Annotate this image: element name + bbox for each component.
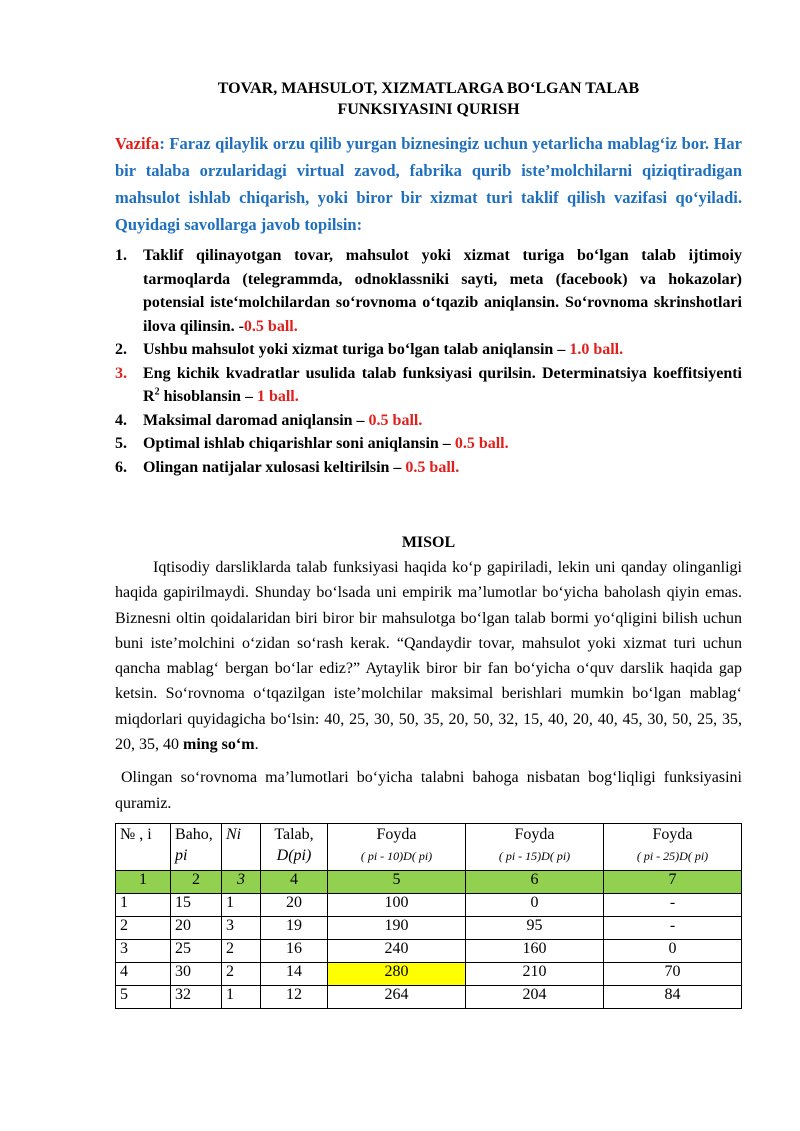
table-cell: 1 — [222, 893, 261, 916]
item-text: Maksimal daromad aniqlansin – — [143, 411, 369, 429]
list-item — [115, 456, 742, 480]
table-cell: 3 — [222, 870, 261, 893]
table-cell: 5 — [328, 870, 466, 893]
currency-unit: ming so‘m — [183, 736, 255, 754]
col-header-profit-10: Foyda ( pi - 10)D( pi) — [328, 823, 466, 870]
table-cell: 264 — [328, 985, 466, 1008]
document-page — [115, 78, 742, 1009]
table-cell-highlighted: 280 — [328, 962, 466, 985]
table-cell: 4 — [261, 870, 328, 893]
table-cell: 2 — [222, 939, 261, 962]
item-score: 0.5 ball. — [368, 411, 423, 429]
col-header-profit-25: Foyda ( pi - 25)D( pi) — [604, 823, 742, 870]
table-cell: 32 — [171, 985, 222, 1008]
task-text: : Faraz qilaylik orzu qilib yurgan biznesingiz uchun yetarlicha mablag‘iz bor. Har bir talaba orzularidagi virtual zavod, fabrika qurib iste’molchilarni qiziqtiradigan mahsulot ishlab chiqarish, yoki biror bir xizmat turi taklif qilish vazifasi qo‘yiladi. Quyidagi savollarga javob topilsin: — [115, 134, 742, 234]
table-cell: 160 — [466, 939, 604, 962]
table-index-row — [116, 870, 742, 893]
data-table — [115, 823, 742, 1009]
table-cell: 0 — [466, 893, 604, 916]
table-cell: 25 — [171, 939, 222, 962]
table-cell: 12 — [261, 985, 328, 1008]
item-score: 1 ball. — [256, 388, 299, 405]
item-number: 4. — [115, 411, 127, 429]
table-cell: 5 — [116, 985, 171, 1008]
item-text: Ushbu mahsulot yoki xizmat turiga bo‘lgan talab aniqlansin – — [143, 341, 570, 358]
item-number: 2. — [115, 341, 127, 358]
list-item — [115, 244, 742, 338]
table-cell: 14 — [261, 962, 328, 985]
table-cell: 84 — [604, 985, 742, 1008]
task-paragraph — [115, 130, 742, 238]
item-number: 5. — [115, 435, 127, 452]
table-cell: 6 — [466, 870, 604, 893]
item-score: 0.5 ball. — [405, 458, 460, 476]
item-text: Taklif qilinayotgan tovar, mahsulot yoki xizmat turiga bo‘lgan talab ijtimoiy tarmoqlarda (telegrammda, odnoklassniki sayti, meta (facebook) va hokazolar) potensial iste‘molchilardan so‘rovnoma o‘tqazib aniqlansin. So‘rovnoma skrinshotlari ilova qilinsin. - — [143, 247, 742, 335]
table-cell: 20 — [261, 893, 328, 916]
table-cell: 3 — [222, 916, 261, 939]
item-score: 1.0 ball. — [569, 341, 624, 358]
table-cell: 240 — [328, 939, 466, 962]
table-cell: 2 — [116, 916, 171, 939]
superscript: 2 — [154, 386, 160, 398]
table-cell: 1 — [222, 985, 261, 1008]
item-number: 3. — [115, 364, 127, 382]
table-cell: 4 — [116, 962, 171, 985]
table-cell: 1 — [116, 893, 171, 916]
table-cell: 190 — [328, 916, 466, 939]
table-cell: 15 — [171, 893, 222, 916]
item-score: 0.5 ball. — [243, 317, 298, 335]
item-text: Optimal ishlab chiqarishlar soni aniqlansin – — [143, 435, 455, 452]
col-header-count: Ni — [222, 823, 261, 870]
table-row — [116, 916, 742, 939]
list-item — [115, 338, 742, 362]
item-text: Olingan natijalar xulosasi keltirilsin – — [143, 458, 406, 476]
table-header-row — [116, 823, 742, 870]
table-cell: 20 — [171, 916, 222, 939]
page-title — [115, 78, 742, 120]
list-item — [115, 362, 742, 409]
requirements-list — [115, 244, 742, 479]
table-row — [116, 985, 742, 1008]
item-number: 1. — [115, 247, 127, 264]
table-cell: 1 — [116, 870, 171, 893]
table-cell: 3 — [116, 939, 171, 962]
table-cell: - — [604, 916, 742, 939]
section-heading: MISOL — [401, 534, 456, 551]
table-cell: 16 — [261, 939, 328, 962]
col-header-price: Baho, pi — [171, 823, 222, 870]
title-line-1: TOVAR, MAHSULOT, XIZMATLARGA BO‘LGAN TALAB — [217, 80, 640, 97]
list-item — [115, 409, 742, 433]
body-paragraph-2: Olingan so‘rovnoma ma’lumotlari bo‘yicha talabni bahoga nisbatan bog‘liqligi funksiyasini quramiz. — [115, 769, 742, 812]
table-cell: - — [604, 893, 742, 916]
title-line-2: FUNKSIYASINI QURISH — [337, 101, 520, 118]
table-cell: 0 — [604, 939, 742, 962]
table-row — [116, 962, 742, 985]
item-text-cont: hisoblansin – — [159, 388, 257, 405]
col-header-index: № , i — [116, 823, 171, 870]
table-cell: 204 — [466, 985, 604, 1008]
table-cell: 2 — [171, 870, 222, 893]
table-cell: 95 — [466, 916, 604, 939]
table-row — [116, 939, 742, 962]
item-text: Eng kichik kvadratlar usulida talab funksiyasi qurilsin. Determinatsiya koeffitsiyenti R — [143, 364, 742, 405]
table-cell: 70 — [604, 962, 742, 985]
body-paragraph — [115, 555, 742, 757]
table-cell: 19 — [261, 916, 328, 939]
col-header-demand: Talab, D(pi) — [261, 823, 328, 870]
table-cell: 100 — [328, 893, 466, 916]
col-header-profit-15: Foyda ( pi - 15)D( pi) — [466, 823, 604, 870]
table-cell: 30 — [171, 962, 222, 985]
list-item — [115, 432, 742, 456]
item-score: 0.5 ball. — [454, 435, 509, 452]
paragraph-text: Iqtisodiy darsliklarda talab funksiyasi haqida ko‘p gapiriladi, lekin uni qanday olinganligi haqida gapirilmaydi. Shunday bo‘lsada uni empirik ma’lumotlar bo‘yicha baholash qiyin emas. Biznesni oltin qoidalaridan biri biror bir mahsulotga bo‘lgan talab bormi yo‘qligini bilish uchun buni iste’molchini o‘zidan so‘rash kerak. “Qandaydir tovar, mahsulot yoki xizmat turi uchun qancha mablag‘ bergan bo‘lar ediz?” Aytaylik biror bir fan bo‘yicha o‘quv darslik haqida gap ketsin. So‘rovnoma o‘tqazilgan iste’molchilar maksimal berishlari mumkin bo‘lgan mablag‘ miqdorlari quyidagicha bo‘lsin: 40, 25, 30, 50, 35, 20, 50, 32, 15, 40, 20, 40, 45, 30, 50, 25, 35, 20, 35, 40 — [115, 559, 742, 754]
item-number: 6. — [115, 458, 127, 476]
task-label: Vazifa — [115, 134, 160, 153]
table-cell: 7 — [604, 870, 742, 893]
table-row — [116, 893, 742, 916]
paragraph-end: . — [254, 736, 259, 754]
table-cell: 2 — [222, 962, 261, 985]
table-cell: 210 — [466, 962, 604, 985]
